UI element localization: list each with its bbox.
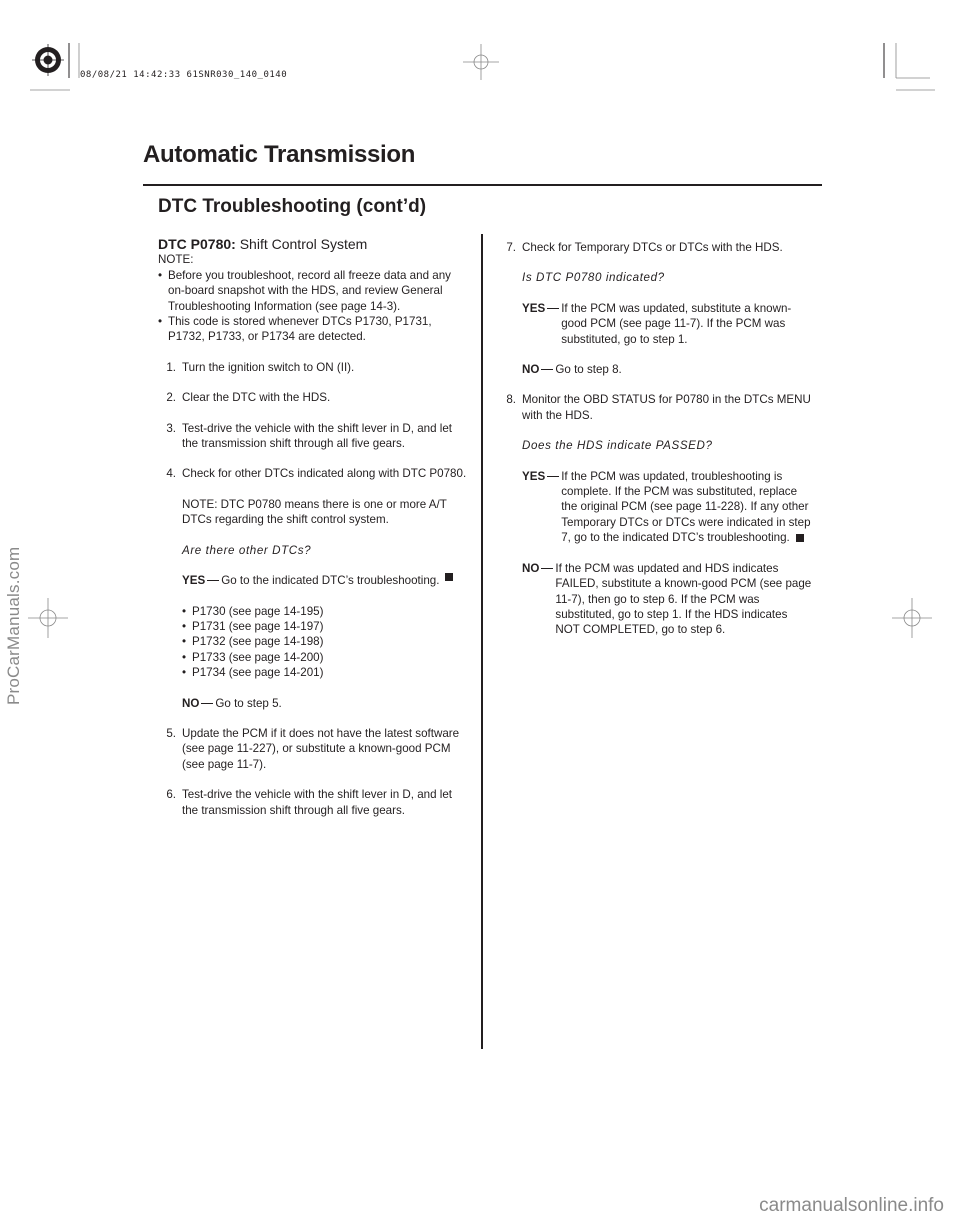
dtc-code: DTC P0780 xyxy=(158,236,232,252)
page-title: Automatic Transmission xyxy=(143,141,416,168)
right-column xyxy=(498,240,814,638)
step-8-yes: YES If the PCM was updated, troubleshooting is complete. If the PCM was substituted, replace the original PCM (see page 11-228). If any other Temporary DTCs or DTCs were indicated in step 7, go to the indicated DTC’s troubleshooting. xyxy=(522,469,811,545)
step-4-note: NOTE: DTC P0780 means there is one or more A/T DTCs regarding the shift control system. xyxy=(182,497,447,527)
step-8: 8. Monitor the OBD STATUS for P0780 in the DTCs MENU with the HDS. xyxy=(506,393,811,422)
side-watermark: ProCarManuals.com xyxy=(4,546,23,705)
step-4-no: NO Go to step 5. xyxy=(182,696,282,710)
dtc-list-item: • P1732 (see page 14-198) xyxy=(182,635,324,649)
dtc-list-item: • P1734 (see page 14-201) xyxy=(182,666,324,680)
no-label: NO xyxy=(522,363,540,377)
dtc-heading xyxy=(158,237,470,252)
step-7: 7. Check for Temporary DTCs or DTCs with the HDS. xyxy=(506,241,783,254)
dtc-list-item: • P1730 (see page 14-195) xyxy=(182,604,324,618)
left-column xyxy=(158,237,470,818)
yes-label: YES xyxy=(522,469,546,483)
step-1: 1. Turn the ignition switch to ON (II). xyxy=(166,360,355,374)
no-label: NO xyxy=(182,696,200,710)
note-item: • This code is stored whenever DTCs P1730, P1731, P1732, P1733, or P1734 are detected. xyxy=(158,315,432,344)
step-5: 5. Update the PCM if it does not have the latest software (see page 11-227), or substitute a known-good PCM (see page 11-7). xyxy=(166,726,460,771)
step-7-question: Is DTC P0780 indicated? xyxy=(522,271,665,285)
no-label: NO xyxy=(522,561,540,575)
dtc-list-item: • P1731 (see page 14-197) xyxy=(182,619,324,633)
section-subtitle: DTC Troubleshooting (cont’d) xyxy=(158,196,427,217)
step-7-yes: YES If the PCM was updated, substitute a known-good PCM (see page 11-7). If the PCM was substituted, go to step 1. xyxy=(522,301,792,346)
column-divider xyxy=(481,234,483,1049)
print-timestamp: 08/08/21 14:42:33 61SNR030_140_0140 xyxy=(80,70,288,80)
dtc-sep: : xyxy=(231,236,236,252)
step-8-question: Does the HDS indicate PASSED? xyxy=(522,439,713,453)
dtc-list-item: • P1733 (see page 14-200) xyxy=(182,650,324,664)
yes-label: YES xyxy=(522,301,546,315)
step-6: 6. Test-drive the vehicle with the shift lever in D, and let the transmission shift through all five gears. xyxy=(166,788,453,817)
end-mark-icon xyxy=(445,573,453,581)
yes-label: YES xyxy=(182,574,206,588)
step-4-yes: YES Go to the indicated DTC’s troubleshooting. xyxy=(158,573,470,588)
note-item: • Before you troubleshoot, record all freeze data and any on-board snapshot with the HDS, and review General Troubleshooting Information (see page 14-3). xyxy=(158,268,451,313)
end-mark-icon xyxy=(796,534,804,542)
step-2: 2. Clear the DTC with the HDS. xyxy=(166,391,331,405)
step-4-question: Are there other DTCs? xyxy=(182,543,312,557)
step-7-no: NO Go to step 8. xyxy=(522,363,622,377)
step-4: 4. Check for other DTCs indicated along with DTC P0780. xyxy=(166,467,467,481)
title-rule xyxy=(143,184,822,186)
step-8-no: NO If the PCM was updated and HDS indicates FAILED, substitute a known-good PCM (see page 11-7), then go to step 6. If the PCM was substituted, go to step 1. If the HDS indicates NOT COMPLETED, go to step 6. xyxy=(522,561,812,637)
step-3: 3. Test-drive the vehicle with the shift lever in D, and let the transmission shift through all five gears. xyxy=(166,421,453,451)
note-label: NOTE: xyxy=(158,253,194,267)
bottom-watermark: carmanualsonline.info xyxy=(759,1195,944,1216)
dtc-description: Shift Control System xyxy=(235,236,368,252)
